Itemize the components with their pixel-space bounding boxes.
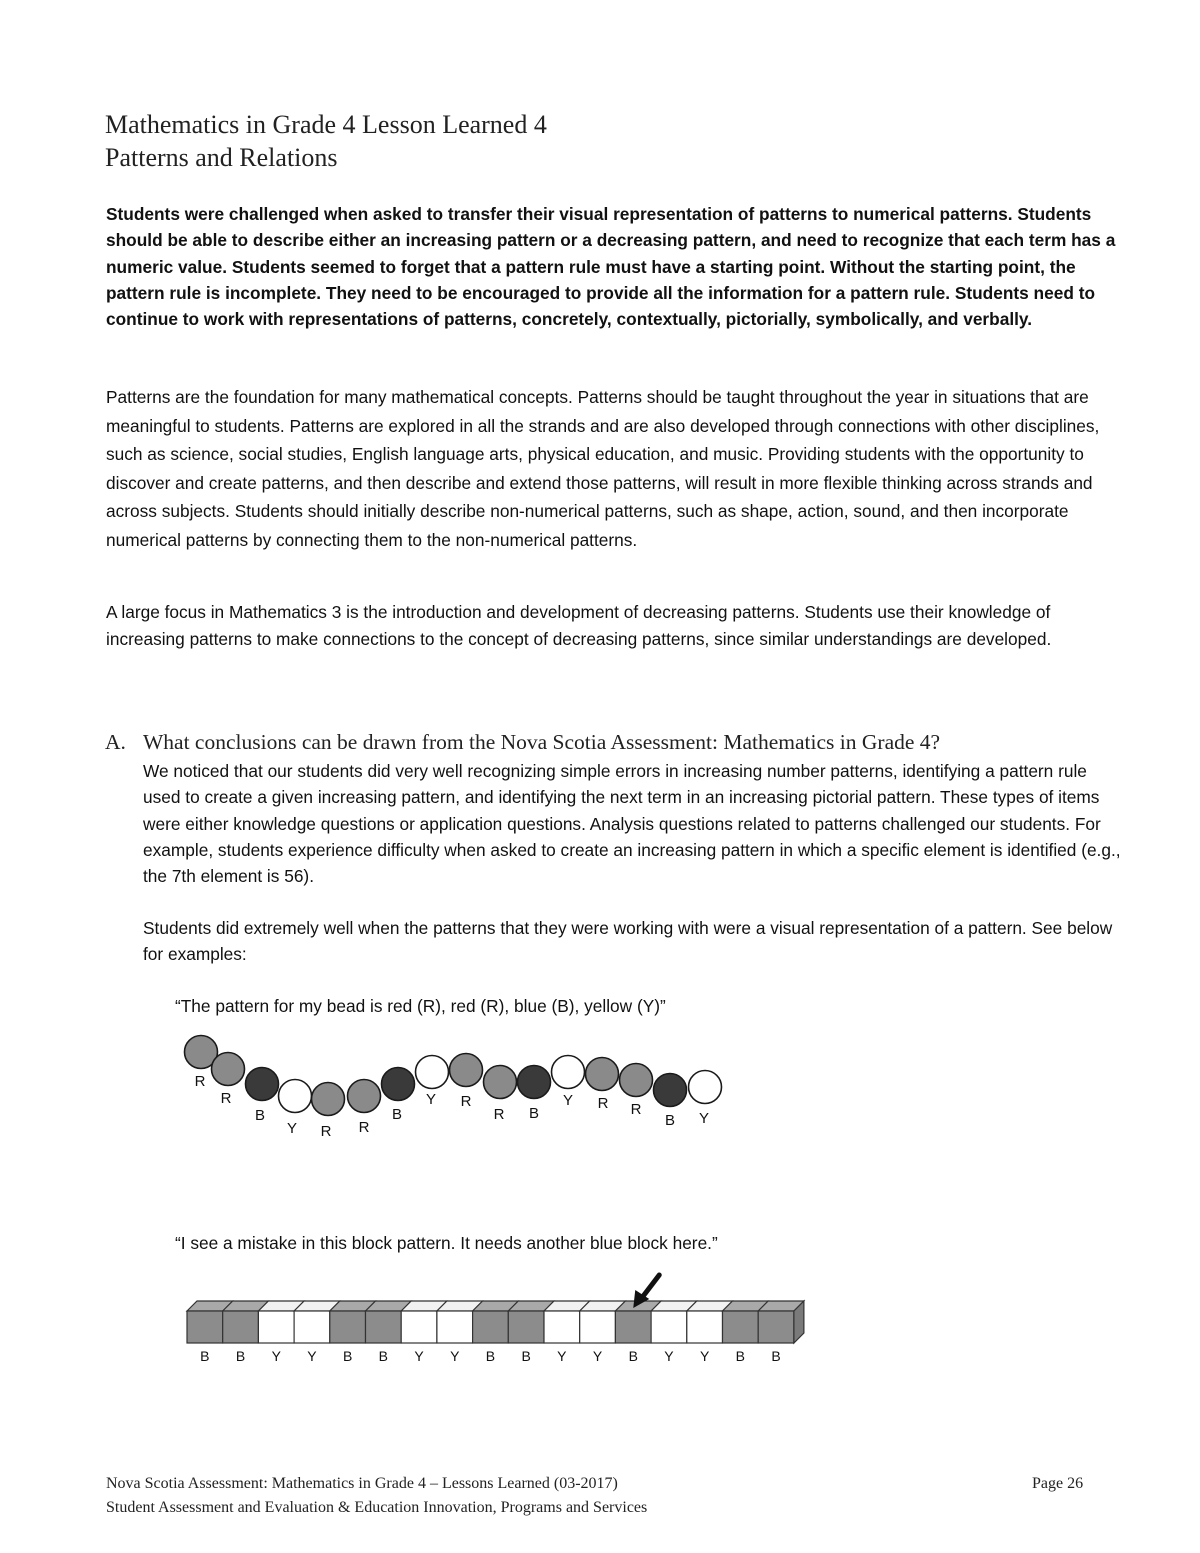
block xyxy=(223,1311,259,1343)
block-label: B xyxy=(735,1348,746,1364)
page-footer xyxy=(106,1472,647,1520)
bead-label: R xyxy=(194,1073,206,1090)
paragraph-1-text: Patterns are the foundation for many mathematical concepts. Patterns should be taught throughout the year in situations that are meaningful to students. Patterns are explored in all the strands and are also developed through connections with other disciplines, such as science, social studies, English language arts, physical education, and music. Providing students with the opportunity to discover and create patterns, and then describe and extend those patterns, will result in more flexible thinking across strands and across subjects. Students should initially describe non-numerical patterns, such as shape, action, sound, and then incorporate numerical patterns by connecting them to the non-numerical patterns. xyxy=(106,387,1100,550)
arrow-icon xyxy=(643,1275,659,1296)
footer-line-1: Nova Scotia Assessment: Mathematics in Grade 4 – Lessons Learned (03-2017) xyxy=(106,1475,618,1492)
block-label: B xyxy=(342,1348,353,1364)
block-label: Y xyxy=(557,1348,567,1364)
block-label: Y xyxy=(699,1348,710,1364)
block-label: B xyxy=(521,1348,531,1364)
paragraph-2-text: A large focus in Mathematics 3 is the introduction and development of decreasing patterns. Students use their knowledge of increasing patterns to make connections to the concept of decreasing patterns, since similar understandings are developed. xyxy=(106,602,1052,649)
block-pattern-quote: “I see a mistake in this block pattern. It needs another blue block here.” xyxy=(175,1233,718,1253)
intro-text: Students were challenged when asked to transfer their visual representation of patterns to numerical patterns. Students should be able to describe either an increasing pattern or a decreasing pattern, and need to recognize that each term has a numeric value. Students seemed to forget that a pattern rule must have a starting point. Without the starting point, the pattern rule is incomplete. They need to be encouraged to provide all the information for a pattern rule. Students need to continue to work with representations of patterns, concretely, contextually, pictorially, symbolically, and verbally. xyxy=(106,204,1116,330)
block xyxy=(687,1311,723,1343)
bead-label: B xyxy=(664,1112,676,1129)
bead-label: R xyxy=(597,1095,609,1112)
bead-label: R xyxy=(358,1119,370,1136)
block-label: B xyxy=(378,1348,389,1364)
bead-label: B xyxy=(528,1105,540,1122)
block xyxy=(294,1311,330,1343)
block-label: Y xyxy=(664,1348,674,1364)
block-label: B xyxy=(628,1348,638,1364)
section-a-paragraph-2-text: Students did extremely well when the patterns that they were working with were a visual representation of a pattern. See below for examples: xyxy=(143,918,1113,965)
block xyxy=(473,1311,509,1343)
block xyxy=(330,1311,366,1343)
bead-label: Y xyxy=(286,1120,298,1137)
bead-label: R xyxy=(460,1093,472,1110)
block xyxy=(508,1311,544,1343)
block xyxy=(758,1311,794,1343)
bead-label: Y xyxy=(425,1091,437,1108)
block-label: B xyxy=(200,1348,210,1364)
title-line-1: Mathematics in Grade 4 Lesson Learned 4 xyxy=(105,110,547,139)
block xyxy=(723,1311,759,1343)
block xyxy=(258,1311,294,1343)
block-label: B xyxy=(485,1348,496,1364)
bead-label: Y xyxy=(562,1092,574,1109)
block xyxy=(366,1311,402,1343)
block-label: Y xyxy=(307,1348,317,1364)
footer-line-2: Student Assessment and Evaluation & Education Innovation, Programs and Services xyxy=(106,1499,648,1516)
bead-label: R xyxy=(630,1101,642,1118)
bead-label: R xyxy=(220,1090,232,1107)
block xyxy=(544,1311,580,1343)
block-label: Y xyxy=(592,1348,603,1364)
block xyxy=(615,1311,651,1343)
title-line-2: Patterns and Relations xyxy=(105,143,338,172)
bead-label: R xyxy=(493,1106,505,1123)
block-label: B xyxy=(235,1348,246,1364)
bead-label: Y xyxy=(698,1110,710,1127)
section-a-paragraph-1-text: We noticed that our students did very well recognizing simple errors in increasing number patterns, identifying a pattern rule used to create a given increasing pattern, and identifying the next term in an increasing pictorial pattern. These types of items were either knowledge questions or application questions. Analysis questions related to patterns challenged our students. For example, students experience difficulty when asked to create an increasing pattern in which a specific element is identified (e.g., the 7th element is 56). xyxy=(143,761,1121,887)
block-label: B xyxy=(771,1348,781,1364)
page-number: Page 26 xyxy=(1032,1475,1084,1492)
block-label: Y xyxy=(450,1348,460,1364)
block xyxy=(187,1311,223,1343)
block-label: Y xyxy=(271,1348,281,1364)
section-a-heading-text: What conclusions can be drawn from the Nova Scotia Assessment: Mathematics in Grade 4? xyxy=(143,730,941,754)
block-label: Y xyxy=(414,1348,424,1364)
section-a-letter: A. xyxy=(105,730,126,754)
block xyxy=(580,1311,616,1343)
block xyxy=(437,1311,473,1343)
bead-label: R xyxy=(320,1123,332,1140)
block xyxy=(401,1311,437,1343)
bead-pattern-quote: “The pattern for my bead is red (R), red (R), blue (B), yellow (Y)” xyxy=(175,996,666,1016)
bead-label: B xyxy=(391,1106,403,1123)
bead-label: B xyxy=(254,1107,266,1124)
block xyxy=(651,1311,687,1343)
